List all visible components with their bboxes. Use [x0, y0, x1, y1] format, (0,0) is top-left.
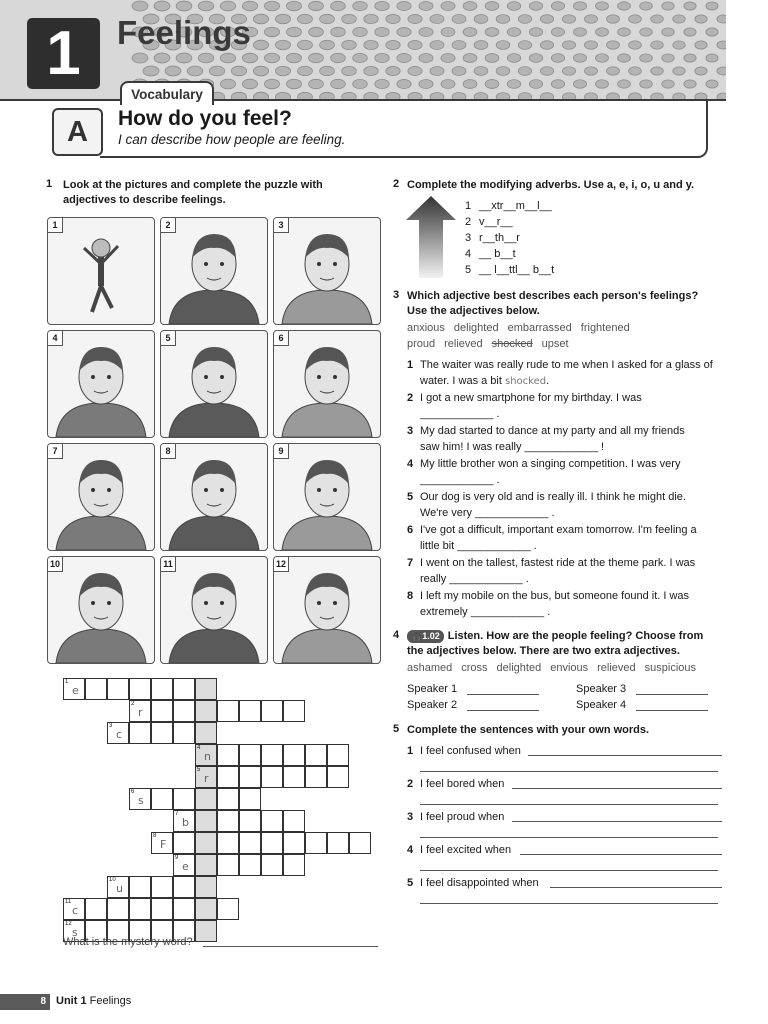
footer-unit-name: Feelings [89, 995, 132, 1007]
lesson-subtitle: I can describe how people are feeling. [118, 132, 346, 147]
ex3-item-line1: Our dog is very old and is really ill. I think he might die. [420, 491, 686, 503]
word-bank-item: relieved [444, 338, 483, 350]
mystery-word-cell[interactable] [195, 766, 217, 788]
mystery-word-cell[interactable] [195, 678, 217, 700]
crossword-cell[interactable] [151, 898, 173, 920]
crossword-cell[interactable] [151, 722, 173, 744]
crossword-cell[interactable] [261, 700, 283, 722]
mystery-word-cell[interactable] [195, 832, 217, 854]
mystery-word-cell[interactable] [195, 920, 217, 942]
ex3-item-line2[interactable] [420, 571, 529, 587]
example-answer: shocked [505, 376, 547, 387]
picture-12 [273, 556, 381, 664]
crossword-cell[interactable] [63, 898, 85, 920]
section-letter: A [52, 108, 103, 156]
ex2-item-text[interactable]: __ l__ttl__ b__t [479, 264, 555, 276]
person-illustration [274, 557, 380, 663]
lesson-title: How do you feel? [118, 107, 292, 130]
ex3-number: 3 [393, 289, 400, 301]
ex2-number: 2 [393, 178, 400, 190]
crossword-cell[interactable] [129, 788, 151, 810]
up-arrow-icon [406, 196, 456, 278]
picture-number: 8 [161, 444, 176, 459]
picture-4 [47, 330, 155, 438]
clue-number: 2 [131, 701, 135, 707]
ex3-item-line2[interactable] [420, 439, 604, 455]
word-bank-item: delighted [496, 662, 542, 674]
word-bank-item: relieved [597, 662, 636, 674]
crossword-cell[interactable] [261, 854, 283, 876]
picture-number: 12 [274, 557, 289, 572]
clue-number: 5 [197, 767, 201, 773]
crossword-cell[interactable] [327, 766, 349, 788]
audio-track-badge[interactable] [407, 630, 444, 643]
picture-1 [47, 217, 155, 325]
crossword-cell[interactable] [129, 898, 151, 920]
crossword-cell[interactable] [261, 744, 283, 766]
clue-number: 10 [109, 877, 116, 883]
crossword-cell[interactable] [261, 766, 283, 788]
ex4-word-bank [407, 662, 705, 674]
crossword-cell[interactable] [173, 832, 195, 854]
ex1-instruction-line1: Look at the pictures and complete the puzzle with [63, 179, 323, 191]
ex3-item-line1: I've got a difficult, important exam tomorrow. I'm feeling a [420, 524, 697, 536]
picture-number: 2 [161, 218, 176, 233]
given-letter: r [138, 706, 143, 719]
picture-number: 3 [274, 218, 289, 233]
ex3-item-line2[interactable] [420, 604, 550, 620]
footer-unit-label [56, 995, 131, 1007]
ex3-item-line1: My dad started to dance at my party and all my friends [420, 425, 685, 437]
ex3-item-line1: My little brother won a singing competition. I was very [420, 458, 681, 470]
ex4-instruction-line2: the adjectives below. There are two extra adjectives. [407, 645, 680, 657]
ex2-item-number: 5 [465, 264, 472, 276]
clue-number: 8 [153, 833, 157, 839]
ex3-item-line1: I went on the tallest, fastest ride at the theme park. I was [420, 557, 696, 569]
mystery-word-cell[interactable] [195, 744, 217, 766]
crossword-cell[interactable] [85, 898, 107, 920]
ex2-item-number: 2 [465, 216, 472, 228]
crossword-cell[interactable] [239, 854, 261, 876]
audio-track-number: 1.02 [422, 631, 440, 641]
crossword-cell[interactable] [239, 810, 261, 832]
word-bank-item: suspicious [644, 662, 697, 674]
page-number-tab: 8 [0, 994, 50, 1010]
crossword-cell[interactable] [107, 898, 129, 920]
crossword-cell[interactable] [217, 898, 239, 920]
crossword-cell[interactable] [217, 854, 239, 876]
given-letter: F [160, 838, 167, 851]
given-letter: s [138, 794, 144, 807]
ex5-item-text: I feel proud when [420, 811, 505, 823]
given-letter: e [182, 860, 189, 873]
ex5-item-number: 4 [407, 844, 414, 856]
word-bank-item: shocked [491, 338, 533, 350]
ex5-answer-input[interactable] [520, 854, 722, 855]
ex3-item-number: 1 [407, 359, 414, 371]
ex5-item-text: I feel excited when [420, 844, 512, 856]
ex5-answer-input[interactable] [528, 755, 722, 756]
picture-6 [273, 330, 381, 438]
person-illustration [274, 444, 380, 550]
crossword-cell[interactable] [173, 722, 195, 744]
ex5-item-number: 1 [407, 745, 414, 757]
crossword-cell[interactable] [239, 766, 261, 788]
mystery-word-cell[interactable] [195, 788, 217, 810]
ex3-item-line1: The waiter was really rude to me when I asked for a glass of [420, 359, 713, 371]
ex3-item-line2-text: really ____________ . [420, 573, 529, 585]
picture-number: 10 [48, 557, 63, 572]
ex2-item-number: 3 [465, 232, 472, 244]
crossword-cell[interactable] [239, 788, 261, 810]
crossword-cell[interactable] [129, 876, 151, 898]
crossword-cell[interactable] [173, 898, 195, 920]
ex3-item-line2-end: . [546, 375, 550, 387]
speaker-answer-input[interactable] [467, 694, 539, 695]
ex2-item-number: 4 [465, 248, 472, 260]
ex3-item-number: 7 [407, 557, 414, 569]
mystery-word-cell[interactable] [195, 898, 217, 920]
ex2-item-text[interactable]: r__th__r [479, 232, 520, 244]
clue-number: 1 [65, 679, 69, 685]
word-bank-item: proud [407, 338, 436, 350]
unit-number: 1 [46, 19, 81, 88]
ex3-item-line1: I left my mobile on the bus, but someone found it. I was [420, 590, 690, 602]
headphones-icon: 🎧 [411, 631, 423, 641]
crossword-cell[interactable] [239, 744, 261, 766]
crossword-cell[interactable] [129, 700, 151, 722]
word-bank-item: upset [541, 338, 569, 350]
ex3-item-number: 6 [407, 524, 414, 536]
given-letter: s [72, 926, 78, 939]
ex3-item-line2-text: little bit ____________ . [420, 540, 537, 552]
ex3-instruction-line1: Which adjective best describes each person's feelings? [407, 290, 699, 302]
given-letter: e [72, 684, 79, 697]
ex3-item-line2[interactable] [420, 373, 549, 390]
crossword-cell[interactable] [305, 832, 327, 854]
ex3-item-number: 5 [407, 491, 414, 503]
ex3-instruction-line2: Use the adjectives below. [407, 305, 540, 317]
speaker-label: Speaker 2 [407, 699, 458, 711]
picture-number: 5 [161, 331, 176, 346]
ex3-item-line2[interactable] [420, 472, 500, 488]
crossword-cell[interactable] [305, 766, 327, 788]
crossword-cell[interactable] [217, 744, 239, 766]
ex2-instruction: Complete the modifying adverbs. Use a, e, i, o, u and y. [407, 179, 695, 191]
ex4-instruction-line1 [407, 628, 703, 644]
word-bank-item: delighted [453, 322, 499, 334]
crossword-cell[interactable] [107, 876, 129, 898]
person-illustration [161, 218, 267, 324]
crossword-cell[interactable] [261, 810, 283, 832]
ex3-item-line2[interactable] [420, 406, 500, 422]
ex4-number: 4 [393, 629, 400, 641]
ex3-item-line2-text: We're very ____________ . [420, 507, 555, 519]
crossword-cell[interactable] [173, 788, 195, 810]
word-bank-item: cross [461, 662, 488, 674]
crossword-cell[interactable] [217, 766, 239, 788]
ex3-item-line2-text: water. I was a bit [420, 375, 502, 387]
crossword-cell[interactable] [283, 700, 305, 722]
picture-number: 6 [274, 331, 289, 346]
crossword-cell[interactable] [283, 810, 305, 832]
crossword-cell[interactable] [261, 832, 283, 854]
ex3-item-line2-text: extremely ____________ . [420, 606, 551, 618]
crossword-cell[interactable] [173, 678, 195, 700]
crossword-cell[interactable] [283, 832, 305, 854]
ex5-answer-input[interactable] [512, 788, 722, 789]
crossword-cell[interactable] [151, 700, 173, 722]
speaker-answer-input[interactable] [636, 710, 708, 711]
picture-number: 11 [161, 557, 176, 572]
ex3-item-number: 8 [407, 590, 414, 602]
unit-header-banner [0, 0, 726, 101]
ex3-item-line2[interactable] [420, 505, 555, 521]
crossword-cell[interactable] [217, 832, 239, 854]
crossword-cell[interactable] [349, 832, 371, 854]
mystery-word-cell[interactable] [195, 810, 217, 832]
crossword-cell[interactable] [173, 810, 195, 832]
crossword-cell[interactable] [151, 678, 173, 700]
word-bank-item: frightened [580, 322, 630, 334]
ex4-instruction-text: Listen. How are the people feeling? Choose from [447, 630, 704, 642]
crossword-cell[interactable] [63, 678, 85, 700]
header-pattern [0, 0, 726, 99]
ex5-answer-input[interactable] [550, 887, 722, 888]
picture-11 [160, 556, 268, 664]
speaker-label: Speaker 1 [407, 683, 458, 695]
ex5-item-number: 3 [407, 811, 414, 823]
mystery-word-cell[interactable] [195, 722, 217, 744]
mystery-word-cell[interactable] [195, 700, 217, 722]
ex1-number: 1 [46, 178, 53, 190]
crossword-cell[interactable] [107, 678, 129, 700]
ex1-instruction-line2: adjectives to describe feelings. [63, 194, 226, 206]
person-illustration [48, 218, 154, 324]
ex5-answer-input-line2[interactable] [420, 903, 718, 904]
ex3-word-bank-row1 [407, 322, 639, 334]
clue-number: 11 [65, 899, 72, 905]
crossword-cell[interactable] [173, 700, 195, 722]
crossword-cell[interactable] [151, 876, 173, 898]
picture-9 [273, 443, 381, 551]
unit-number-box [27, 18, 100, 89]
ex2-item-text[interactable]: v__r__ [479, 216, 513, 228]
given-letter: b [182, 816, 189, 829]
mystery-word-cell[interactable] [195, 876, 217, 898]
crossword-cell[interactable] [239, 700, 261, 722]
ex2-item-text[interactable]: __ b__t [479, 248, 516, 260]
crossword-cell[interactable] [327, 744, 349, 766]
person-illustration [161, 557, 267, 663]
clue-number: 6 [131, 789, 135, 795]
picture-number: 4 [48, 331, 63, 346]
picture-3 [273, 217, 381, 325]
ex5-item-text: I feel disappointed when [420, 877, 539, 889]
person-illustration [274, 218, 380, 324]
ex3-item-number: 3 [407, 425, 414, 437]
given-letter: r [204, 772, 209, 785]
ex2-item-number: 1 [465, 200, 472, 212]
crossword-cell[interactable] [129, 722, 151, 744]
crossword-cell[interactable] [239, 832, 261, 854]
person-illustration [274, 331, 380, 437]
crossword-cell[interactable] [217, 788, 239, 810]
ex5-answer-input[interactable] [512, 821, 722, 822]
person-illustration [161, 444, 267, 550]
given-letter: u [116, 882, 123, 895]
unit-title: Feelings [117, 14, 251, 51]
picture-number: 9 [274, 444, 289, 459]
crossword-cell[interactable] [151, 832, 173, 854]
mystery-word-input[interactable] [203, 946, 378, 947]
picture-number: 1 [48, 218, 63, 233]
given-letter: n [204, 750, 211, 763]
person-illustration [48, 444, 154, 550]
crossword-cell[interactable] [305, 744, 327, 766]
crossword-cell[interactable] [85, 678, 107, 700]
ex2-item-text[interactable]: __xtr__m__l__ [479, 200, 552, 212]
word-bank-item: envious [550, 662, 589, 674]
ex5-item-number: 2 [407, 778, 414, 790]
crossword-cell[interactable] [217, 810, 239, 832]
ex5-item-text: I feel bored when [420, 778, 505, 790]
mystery-word-prompt: What is the mystery word? [63, 936, 193, 948]
clue-number: 4 [197, 745, 201, 751]
picture-7 [47, 443, 155, 551]
mystery-word-cell[interactable] [195, 854, 217, 876]
crossword-cell[interactable] [129, 678, 151, 700]
crossword-cell[interactable] [173, 854, 195, 876]
crossword-cell[interactable] [173, 876, 195, 898]
given-letter: c [116, 728, 123, 741]
ex3-item-number: 2 [407, 392, 414, 404]
ex3-word-bank-row2 [407, 338, 578, 350]
ex3-item-line2-text: saw him! I was really ____________ ! [420, 441, 605, 453]
person-illustration [48, 331, 154, 437]
clue-number: 12 [65, 921, 72, 927]
ex3-item-line1: I got a new smartphone for my birthday. I was [420, 392, 642, 404]
word-bank-item: ashamed [407, 662, 453, 674]
vocabulary-tab: Vocabulary [120, 81, 214, 105]
picture-10 [47, 556, 155, 664]
crossword-cell[interactable] [283, 854, 305, 876]
word-bank-item: anxious [407, 322, 445, 334]
ex5-answer-input-line2[interactable] [420, 771, 718, 772]
footer-unit-number: Unit 1 [56, 995, 87, 1007]
word-bank-item: embarrassed [507, 322, 572, 334]
clue-number: 3 [109, 723, 113, 729]
crossword-cell[interactable] [283, 766, 305, 788]
picture-2 [160, 217, 268, 325]
ex3-item-line2[interactable] [420, 538, 537, 554]
ex5-number: 5 [393, 723, 400, 735]
picture-8 [160, 443, 268, 551]
speaker-answer-input[interactable] [636, 694, 708, 695]
ex5-item-text: I feel confused when [420, 745, 521, 757]
speaker-answer-input[interactable] [467, 710, 539, 711]
clue-number: 7 [175, 811, 179, 817]
ex3-item-number: 4 [407, 458, 414, 470]
speaker-label: Speaker 4 [576, 699, 627, 711]
crossword-cell[interactable] [217, 700, 239, 722]
picture-5 [160, 330, 268, 438]
person-illustration [161, 331, 267, 437]
crossword-cell[interactable] [107, 722, 129, 744]
speaker-label: Speaker 3 [576, 683, 627, 695]
clue-number: 9 [175, 855, 179, 861]
picture-number: 7 [48, 444, 63, 459]
crossword-cell[interactable] [151, 788, 173, 810]
ex5-answer-input-line2[interactable] [420, 870, 718, 871]
ex5-item-number: 5 [407, 877, 414, 889]
ex5-answer-input-line2[interactable] [420, 804, 718, 805]
ex3-item-line2-text: ____________ . [420, 408, 500, 420]
crossword-cell[interactable] [283, 744, 305, 766]
ex3-item-line2-text: ____________ . [420, 474, 500, 486]
given-letter: c [72, 904, 79, 917]
crossword-cell[interactable] [327, 832, 349, 854]
ex5-answer-input-line2[interactable] [420, 837, 718, 838]
ex5-instruction: Complete the sentences with your own words. [407, 724, 650, 736]
person-illustration [48, 557, 154, 663]
